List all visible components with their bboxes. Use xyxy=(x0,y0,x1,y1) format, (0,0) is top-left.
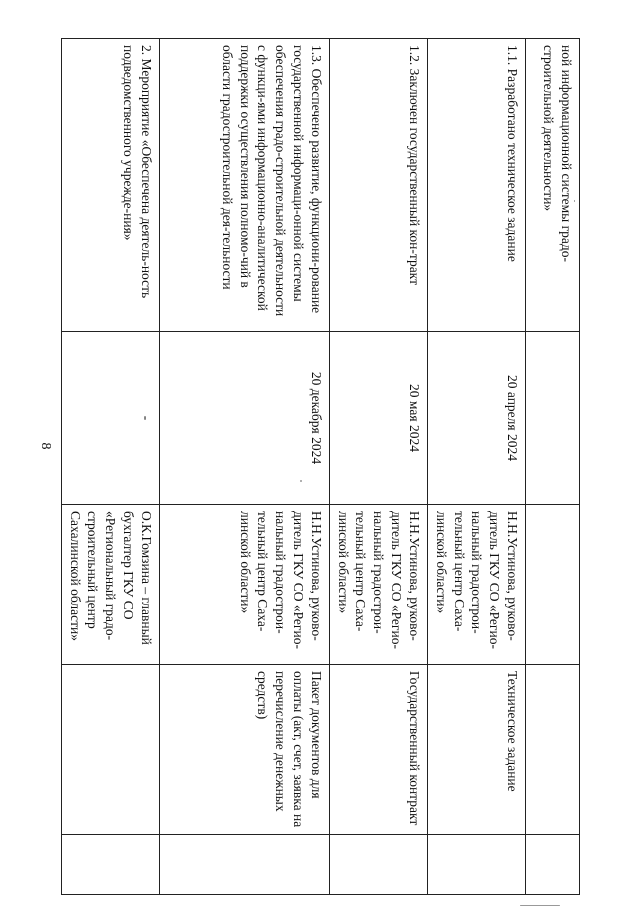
table-row xyxy=(329,39,427,895)
note-cell xyxy=(427,835,525,895)
date-cell: 20 апреля 2024 xyxy=(427,332,525,505)
scan-speck xyxy=(574,200,575,202)
plan-table xyxy=(61,38,580,895)
responsible-cell: Н.Н.Устинова, руково-дитель ГКУ СО «Регио-нальный градострои-тельный центр Саха-линской области» xyxy=(329,505,427,665)
table-region xyxy=(67,38,580,894)
action-cell: 1.3. Обеспечено развитие, функциони-рование государственной информаци-онной системы обеспечения градо-строительной деятельности с функци-ями информационно-аналитической поддержки осуществления полномо-чий в области градостроительной дея-тельности xyxy=(159,39,329,332)
responsible-cell xyxy=(526,505,580,665)
table-row xyxy=(526,39,580,895)
table-row xyxy=(159,39,329,895)
table-rotator xyxy=(67,38,580,894)
action-cell: 1.2. Заключен государственный кон-тракт xyxy=(329,39,427,332)
page-number: 8 xyxy=(38,442,53,450)
document-cell: Техническое задание xyxy=(427,665,525,835)
responsible-cell: Н.Н.Устинова, руково-дитель ГКУ СО «Регио-нальный градострои-тельный центр Саха-линской области» xyxy=(159,505,329,665)
document-cell: Государственный контракт xyxy=(329,665,427,835)
action-cell: 2. Мероприятие «Обеспечена деятель-ность подведомственного учрежде-ния» xyxy=(61,39,159,332)
scan-speck xyxy=(300,480,302,482)
date-cell xyxy=(526,332,580,505)
responsible-cell: О.К.Гомзина – главный бухгалтер ГКУ СО «Региональный градо-строительный центр Сахалинской области» xyxy=(61,505,159,665)
responsible-cell: Н.Н.Устинова, руково-дитель ГКУ СО «Регио-нальный градострои-тельный центр Саха-линской области» xyxy=(427,505,525,665)
document-cell: Пакет документов для оплаты (акт, счет, заявка на перечисление денежных средств) xyxy=(159,665,329,835)
action-cell: ной информационной системы градо-строительной деятельности» xyxy=(526,39,580,332)
action-cell: 1.1. Разработано техническое задание xyxy=(427,39,525,332)
note-cell xyxy=(526,835,580,895)
date-cell: - xyxy=(61,332,159,505)
note-cell xyxy=(159,835,329,895)
table-row xyxy=(427,39,525,895)
date-cell: 20 мая 2024 xyxy=(329,332,427,505)
table-row xyxy=(61,39,159,895)
document-cell xyxy=(526,665,580,835)
note-cell xyxy=(61,835,159,895)
document-cell xyxy=(61,665,159,835)
note-cell xyxy=(329,835,427,895)
scan-speck xyxy=(520,905,560,906)
date-cell: 20 декабря 2024 xyxy=(159,332,329,505)
